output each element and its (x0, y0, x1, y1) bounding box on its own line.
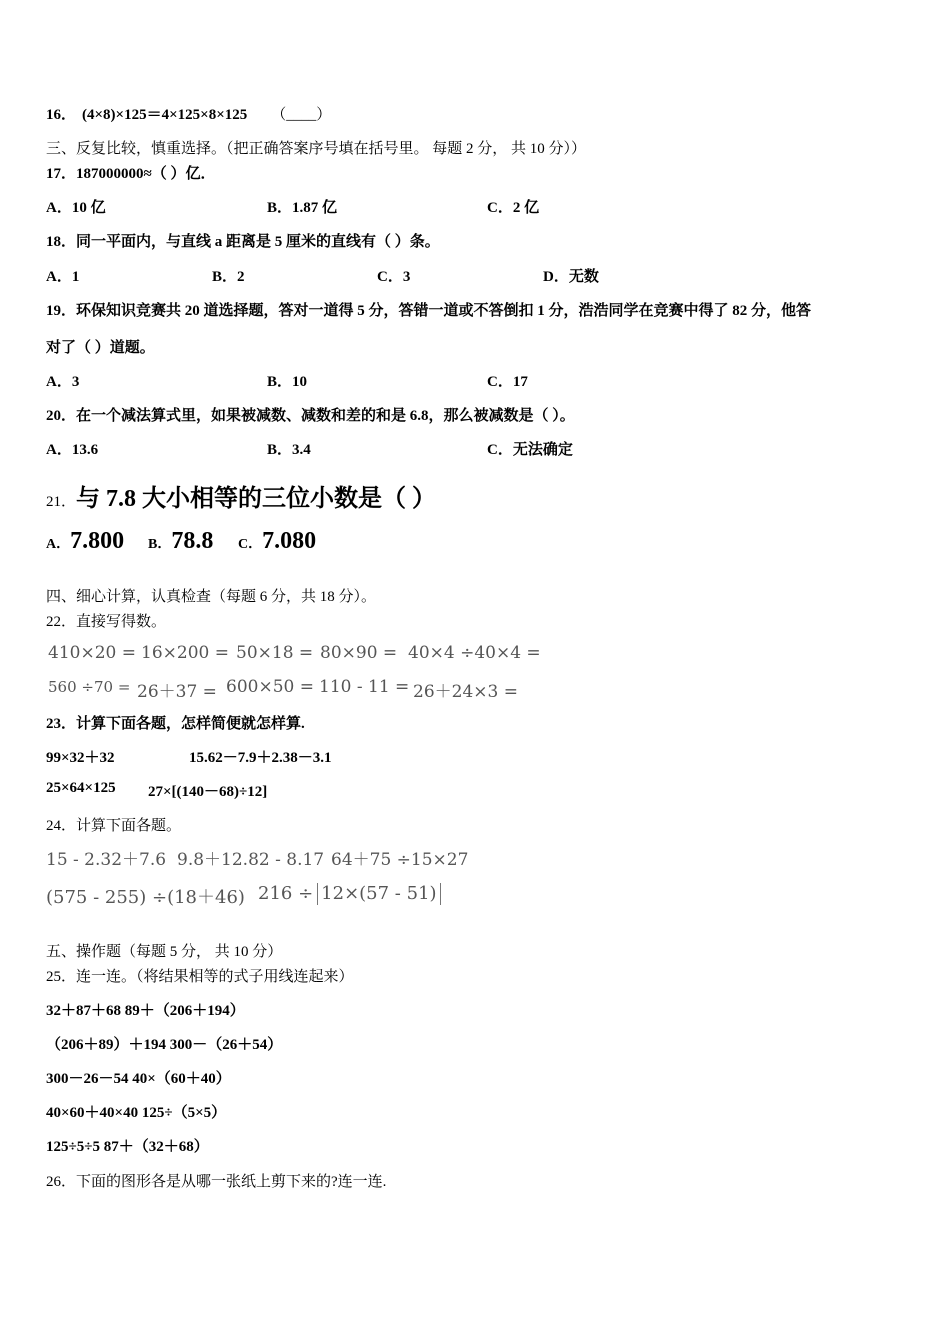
q24-expr-5-bracket (317, 883, 440, 905)
q25-row-4: 40×60＋40×40 125÷（5×5） (46, 1105, 227, 1121)
section-4-title: 四、细心计算，认真检查（每题 6 分，共 18 分）。 (46, 589, 377, 605)
q24-expr-1: 15 - 2.32＋7.6 (46, 850, 167, 870)
q24-expr-5-inner: 12×(57 - 51) (321, 883, 437, 904)
question-19-stem-line-2: 对了（ ）道题。 (46, 340, 155, 356)
question-18-option-a[interactable]: A．1 (46, 269, 80, 285)
q22-expr-3: 50×18 = (236, 643, 314, 663)
question-23-stem: 23．计算下面各题，怎样简便就怎样算. (46, 716, 305, 732)
question-18-option-d[interactable]: D．无数 (543, 269, 599, 285)
question-20-option-a[interactable]: A．13.6 (46, 442, 99, 458)
question-18-option-b[interactable]: B．2 (212, 269, 245, 285)
question-16 (46, 103, 331, 124)
q24-expr-5-prefix: 216 ÷ (258, 883, 314, 904)
q23-expr-2: 15.62－7.9＋2.38－3.1 (189, 750, 332, 766)
q22-expr-1: 410×20 = (48, 643, 136, 663)
q24-expr-5 (258, 883, 441, 905)
q23-expr-4: 27×[(140－68)÷12] (148, 784, 268, 800)
question-19-option-a[interactable]: A．3 (46, 374, 80, 390)
q25-row-3: 300－26－54 40×（60＋40） (46, 1071, 231, 1087)
q24-expr-4: (575 - 255) ÷(18＋46) (46, 887, 245, 908)
question-21-option-b[interactable] (148, 528, 213, 555)
question-21-option-c[interactable] (238, 528, 316, 555)
q22-expr-8: 600×50 = (226, 677, 314, 697)
option-label: C． (238, 537, 263, 552)
question-17-option-c[interactable]: C．2 亿 (487, 200, 540, 216)
question-16-number: 16． (46, 107, 77, 123)
option-value: 7.080 (262, 528, 317, 554)
question-16-text: (4×8)×125＝4×125×8×125 (82, 107, 248, 123)
question-26-stem: 26．下面的图形各是从哪一张纸上剪下来的?连一连. (46, 1174, 387, 1190)
question-22-stem: 22．直接写得数。 (46, 614, 167, 630)
q24-expr-2: 9.8＋12.82 - 8.17 (177, 850, 325, 870)
q23-expr-3: 25×64×125 (46, 780, 116, 796)
q23-expr-1: 99×32＋32 (46, 750, 115, 766)
question-21-number: 21． (46, 494, 77, 510)
q25-row-1: 32＋87＋68 89＋（206＋194） (46, 1003, 245, 1019)
q22-expr-9: 110 - 11 = (319, 677, 410, 697)
section-5-title: 五、操作题（每题 5 分， 共 10 分） (46, 944, 283, 960)
q25-row-2: （206＋89）＋194 300－（26＋54） (46, 1037, 283, 1053)
option-label: A． (46, 537, 71, 552)
q22-expr-2: 16×200 = (141, 643, 229, 663)
q24-expr-3: 64＋75 ÷15×27 (331, 850, 469, 870)
question-18-option-c[interactable]: C．3 (377, 269, 411, 285)
q22-expr-7: 26＋37 = (137, 682, 217, 702)
question-21-stem: 与 7.8 大小相等的三位小数是（ ） (76, 486, 437, 512)
question-19-stem-line-1: 19．环保知识竞赛共 20 道选择题，答对一道得 5 分，答错一道或不答倒扣 1 分，浩浩同学在竞赛中得了 82 分，他答 (46, 303, 812, 319)
question-20-option-b[interactable]: B．3.4 (267, 442, 311, 458)
question-25-stem: 25．连一连。（将结果相等的式子用线连起来） (46, 969, 354, 985)
q22-expr-6: 560 ÷70 = (48, 678, 131, 696)
question-21-option-a[interactable] (46, 528, 124, 555)
question-17-option-b[interactable]: B．1.87 亿 (267, 200, 338, 216)
q22-expr-10: 26＋24×3 = (413, 682, 518, 702)
question-20-option-c[interactable]: C．无法确定 (487, 442, 573, 458)
question-19-option-c[interactable]: C．17 (487, 374, 528, 390)
question-20-stem: 20．在一个减法算式里，如果被减数、减数和差的和是 6.8，那么被减数是（ ）。 (46, 408, 575, 424)
option-label: B． (148, 537, 172, 552)
question-24-stem: 24．计算下面各题。 (46, 818, 182, 834)
question-16-blank: （____） (271, 107, 332, 123)
option-value: 7.800 (70, 528, 125, 554)
question-18-stem: 18．同一平面内，与直线 a 距离是 5 厘米的直线有（ ）条。 (46, 234, 440, 250)
q25-row-5: 125÷5÷5 87＋（32＋68） (46, 1139, 209, 1155)
question-17-option-a[interactable]: A．10 亿 (46, 200, 106, 216)
question-17-stem: 17．187000000≈（ ）亿． (46, 166, 216, 182)
q22-expr-5: 40×4 ÷40×4 = (408, 643, 541, 663)
section-3-title: 三、反复比较，慎重选择。（把正确答案序号填在括号里。 每题 2 分， 共 10 分）） (46, 141, 587, 157)
option-value: 78.8 (171, 528, 214, 554)
question-21 (46, 478, 436, 513)
question-19-option-b[interactable]: B．10 (267, 374, 308, 390)
q22-expr-4: 80×90 = (320, 643, 398, 663)
